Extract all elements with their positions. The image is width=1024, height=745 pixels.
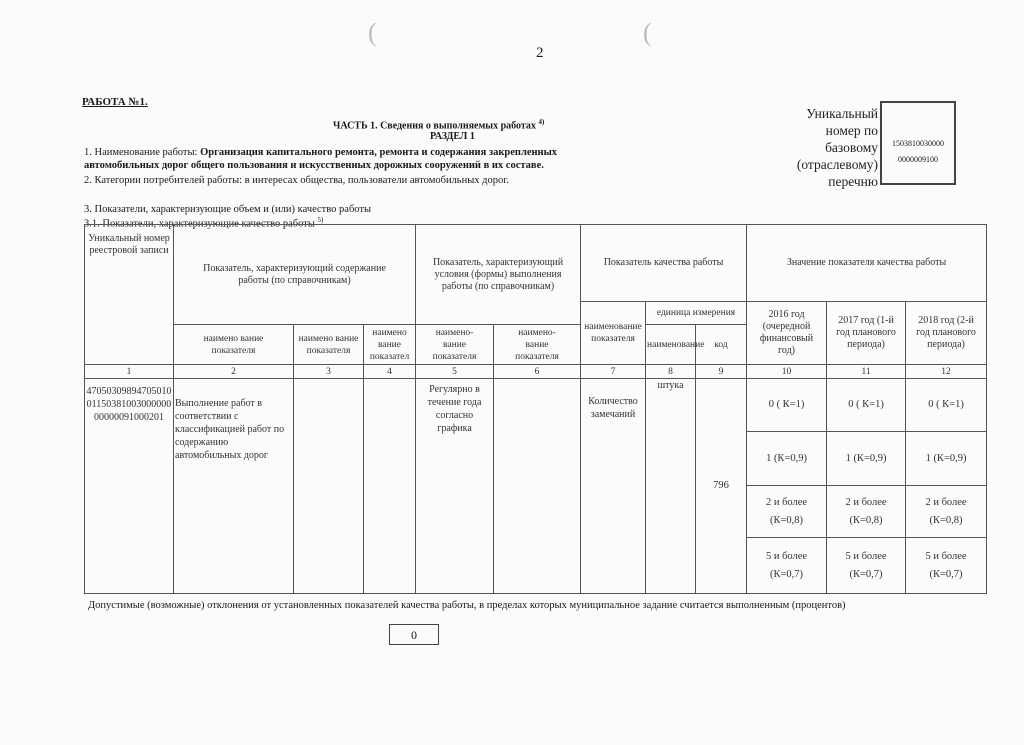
left-parenthesis-mark: ( [368, 18, 377, 47]
quality-indicators-table [84, 224, 987, 594]
header-quality: Показатель качества работы [581, 225, 747, 302]
header-year-2017: 2017 год (1-й год планового периода) [827, 302, 906, 365]
quality-footnote: 5) [317, 216, 324, 224]
unique-label-line: Уникальный [806, 106, 878, 121]
condition-empty-cell [494, 379, 581, 594]
condition-cell: Регулярно в течение года согласно графика [416, 379, 494, 594]
unique-number-value-2: 0000009100 [898, 155, 938, 164]
page-number: 2 [536, 45, 544, 61]
header-year-2018: 2018 год (2-й год планового периода) [906, 302, 987, 365]
column-number: 6 [494, 365, 581, 379]
unique-number-value-1: 1503810030000 [892, 139, 944, 148]
subheader-c2: наимено вание показателя [174, 325, 294, 365]
subheader-c3: наимено вание показателя [294, 325, 364, 365]
content-empty-cell-3 [294, 379, 364, 594]
content-empty-cell-4 [364, 379, 416, 594]
quality-indicators-text: 3.1. Показатели, характеризующие качество работы [84, 218, 315, 230]
value-cell: 0 ( К=1) [827, 379, 906, 432]
column-number: 10 [747, 365, 827, 379]
header-quality-name: наименование показателя [581, 302, 646, 365]
right-parenthesis-mark: ( [643, 18, 652, 47]
unique-number-label [778, 105, 878, 190]
unique-label-line: перечню [828, 174, 878, 189]
work-name-line [84, 147, 557, 158]
work-name-value: Организация капитального ремонта, ремонта и содержания закрепленных [200, 147, 558, 158]
consumer-category-line: 2. Категории потребителей работы: в интересах общества, пользователи автомобильных дорог. [84, 175, 509, 186]
part-title [333, 118, 544, 131]
value-cell: 0 ( К=1) [747, 379, 827, 432]
work-title: РАБОТА №1. [82, 96, 148, 108]
quality-name-cell: Количество замечаний [581, 379, 646, 594]
value-cell: 5 и более (К=0,7) [906, 538, 987, 594]
value-cell: 1 (К=0,9) [747, 432, 827, 486]
value-cell: 1 (К=0,9) [827, 432, 906, 486]
value-cell: 5 и более (К=0,7) [747, 538, 827, 594]
column-number: 4 [364, 365, 416, 379]
unique-label-line: базовому [825, 140, 878, 155]
column-number: 12 [906, 365, 987, 379]
subheader-unit-name: наименование [646, 325, 696, 365]
unique-label-line: (отраслевому) [796, 157, 878, 172]
value-cell: 0 ( К=1) [906, 379, 987, 432]
deviation-value-box: 0 [389, 624, 439, 645]
section-title: РАЗДЕЛ 1 [430, 131, 475, 142]
subheader-c5: наимено- вание показателя [416, 325, 494, 365]
column-number: 8 [646, 365, 696, 379]
header-content: Показатель, характеризующий содержание работы (по справочникам) [174, 225, 416, 325]
header-value: Значение показателя качества работы [747, 225, 987, 302]
column-number: 7 [581, 365, 646, 379]
subheader-c6: наимено- вание показателя [494, 325, 581, 365]
unique-number-box [880, 101, 956, 185]
column-number: 1 [85, 365, 174, 379]
value-cell: 2 и более (К=0,8) [747, 486, 827, 538]
column-number: 5 [416, 365, 494, 379]
unit-code-cell: 796 [696, 379, 747, 594]
registry-number-cell: 470503098947050100115038100300000000000091000201 [85, 379, 174, 594]
value-cell: 2 и более (К=0,8) [827, 486, 906, 538]
part-title-text: ЧАСТЬ 1. Сведения о выполняемых работах [333, 120, 536, 132]
content-cell: Выполнение работ в соответствии с классификацией работ по содержанию автомобильных дорог [174, 379, 294, 594]
unique-label-line: номер по [825, 123, 878, 138]
value-cell: 2 и более (К=0,8) [906, 486, 987, 538]
indicators-line: 3. Показатели, характеризующие объем и (или) качество работы [84, 204, 372, 215]
column-number: 11 [827, 365, 906, 379]
subheader-unit-code: код [696, 325, 747, 365]
header-unit: единица измерения [646, 302, 747, 325]
deviation-text: Допустимые (возможные) отклонения от установленных показателей качества работы, в пределах которых муниципальное задание считается выполненным (процентов) [88, 600, 846, 611]
column-number: 9 [696, 365, 747, 379]
value-cell: 1 (К=0,9) [906, 432, 987, 486]
value-cell: 5 и более (К=0,7) [827, 538, 906, 594]
part-footnote: 4) [538, 118, 545, 126]
header-year-2016: 2016 год (очередной финансовый год) [747, 302, 827, 365]
work-name-line-2: автомобильных дорог общего пользования и искусственных дорожных сооружений в их составе. [84, 160, 544, 171]
column-number: 2 [174, 365, 294, 379]
subheader-c4: наимено вание показател [364, 325, 416, 365]
header-registry: Уникальный номер реестровой записи [85, 225, 174, 365]
unit-name-cell: штука [646, 379, 696, 594]
column-number: 3 [294, 365, 364, 379]
work-name-prefix: 1. Наименование работы: [84, 147, 201, 158]
header-conditions: Показатель, характеризующий условия (формы) выполнения работы (по справочникам) [416, 225, 581, 325]
